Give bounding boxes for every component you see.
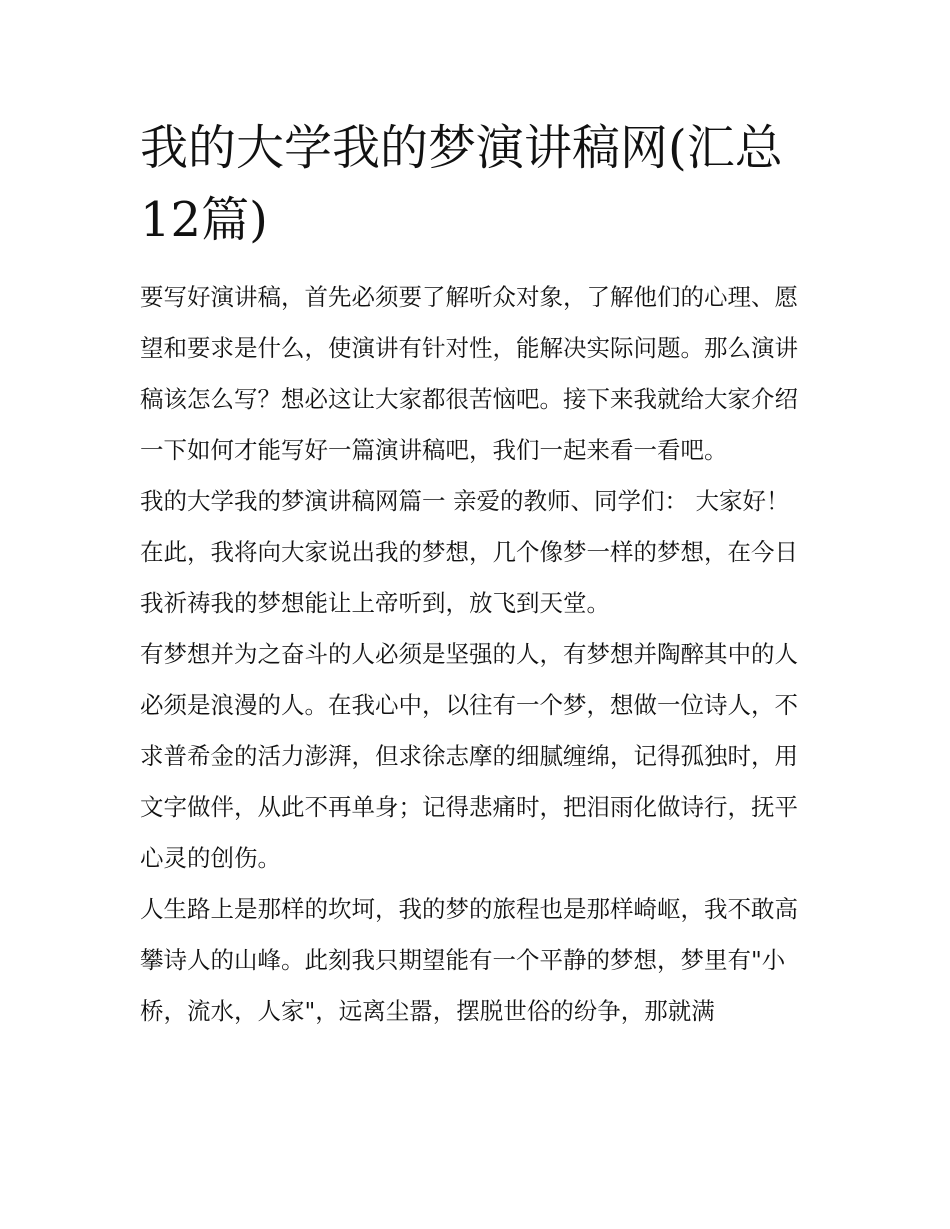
paragraph-intro: 要写好演讲稿，首先必须要了解听众对象，了解他们的心理、愿望和要求是什么，使演讲有针对性，能解决实际问题。那么演讲稿该怎么写？想必这让大家都很苦恼吧。接下来我就给大家介绍一下如何才能写好一篇演讲稿吧，我们一起来看一看吧。 bbox=[140, 283, 798, 464]
paragraph-2: 有梦想并为之奋斗的人必须是坚强的人，有梦想并陶醉其中的人必须是浪漫的人。在我心中，以往有一个梦，想做一位诗人，不求普希金的活力澎湃，但求徐志摩的细腻缠绵，记得孤独时，用文字做伴，从此不再单身；记得悲痛时，把泪雨化做诗行，抚平心灵的创伤。 bbox=[140, 640, 798, 872]
document-title-text: 我的大学我的梦演讲稿网(汇总12篇) bbox=[140, 120, 783, 248]
paragraph-3: 人生路上是那样的坎坷，我的梦的旅程也是那样崎岖，我不敢高攀诗人的山峰。此刻我只期望能有一个平静的梦想，梦里有"小桥，流水，人家"，远离尘嚣，摆脱世俗的纷争，那就满 bbox=[140, 895, 798, 1025]
document-body bbox=[140, 272, 812, 1037]
document-title bbox=[140, 112, 812, 256]
paragraph-1: 我的大学我的梦演讲稿网篇一 亲爱的教师、同学们： 大家好！ 在此，我将向大家说出我的梦想，几个像梦一样的梦想，在今日我祈祷我的梦想能让上帝听到，放飞到天堂。 bbox=[140, 487, 798, 617]
document-page bbox=[140, 112, 812, 1037]
